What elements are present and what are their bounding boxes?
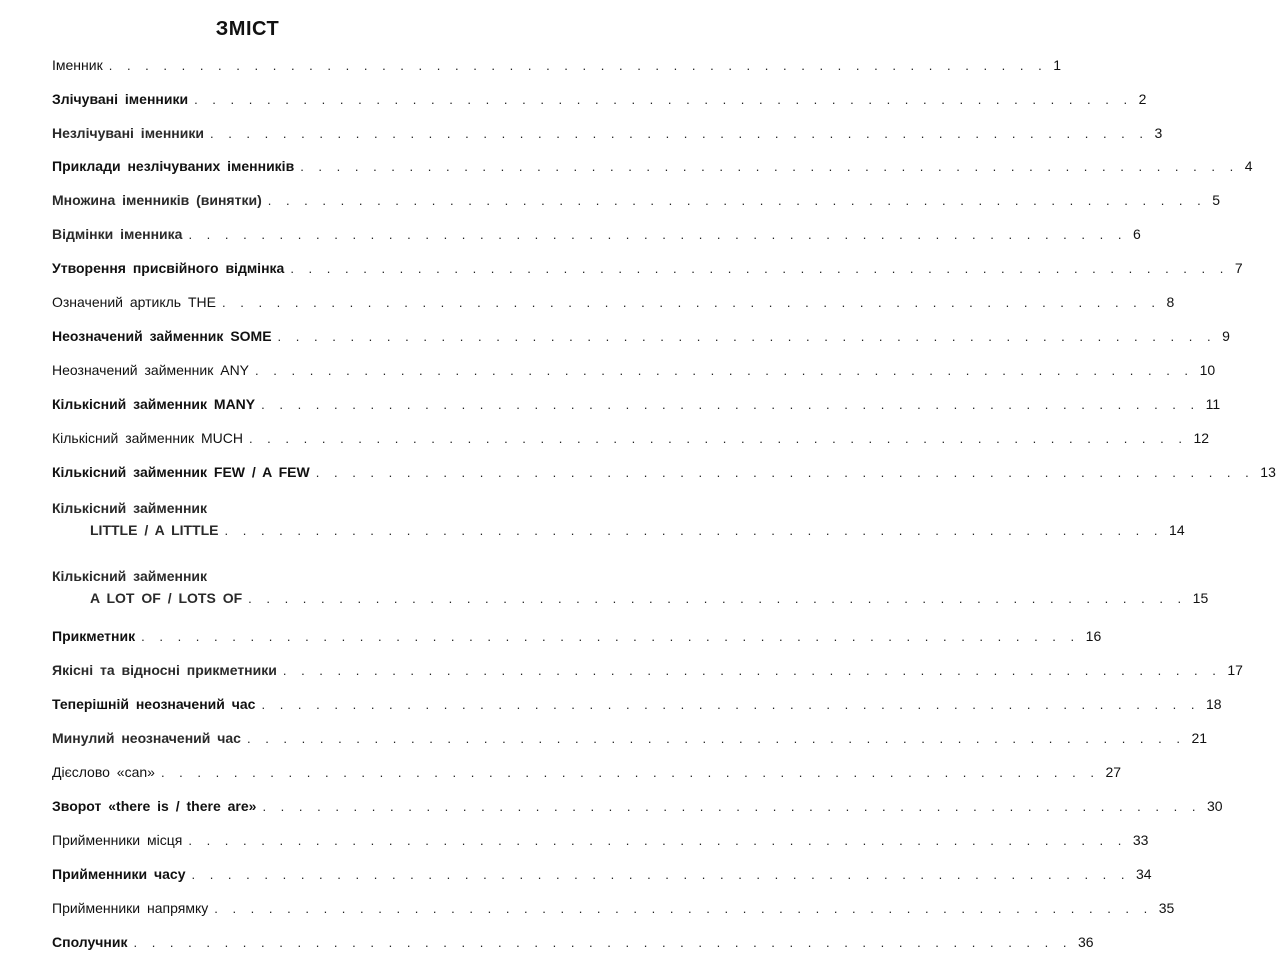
dot-leader: . . . . . . . . . . . . . . . . . . . . . . . . . . . . . . . . . . . . . . . . . . . . . . . . . . . .: [248, 431, 1188, 446]
dot-leader: . . . . . . . . . . . . . . . . . . . . . . . . . . . . . . . . . . . . . . . . . . . . . . . . . . . .: [160, 765, 1100, 780]
toc-page-number: 36: [1078, 934, 1094, 950]
toc-page-number: 35: [1158, 900, 1175, 916]
toc-page-number: 3: [1154, 125, 1163, 141]
toc-entry-line: [52, 830, 1149, 850]
toc-entry-title: Незлічувані іменники: [52, 125, 204, 141]
toc-entry-line: [52, 292, 1175, 312]
toc-entry-title: Прикметник: [52, 628, 136, 644]
dot-leader: . . . . . . . . . . . . . . . . . . . . . . . . . . . . . . . . . . . . . . . . . . . . . . . . . . . .: [300, 159, 1239, 174]
dot-leader: . . . . . . . . . . . . . . . . . . . . . . . . . . . . . . . . . . . . . . . . . . . . . . . . . . . .: [194, 92, 1133, 107]
toc-entry-title: Кількісний займенник MANY: [52, 396, 256, 412]
toc-entry: [52, 864, 1152, 884]
toc-entry-line: [52, 932, 1094, 952]
toc-entry-line: [52, 89, 1147, 109]
toc-entry-line: [52, 796, 1223, 816]
toc-entry-title: Кількісний займенник: [52, 500, 208, 516]
toc-page-number: 2: [1138, 91, 1147, 107]
toc-entry-title: Прийменники часу: [52, 866, 186, 882]
toc-page-number: 1: [1053, 57, 1062, 73]
toc-entry-line: [52, 224, 1141, 244]
toc-entry: [52, 428, 1210, 448]
toc-entry: [52, 626, 1102, 646]
toc-page-number: 10: [1199, 362, 1216, 378]
toc-entry-title: Утворення присвійного відмінка: [52, 260, 285, 276]
toc-entry-line: [52, 762, 1122, 782]
toc-entry-title: LITTLE / A LITTLE: [90, 522, 219, 538]
dot-leader: . . . . . . . . . . . . . . . . . . . . . . . . . . . . . . . . . . . . . . . . . . . . . . . . . . . .: [224, 523, 1164, 538]
toc-entry: [52, 898, 1175, 918]
toc-page-number: 30: [1206, 798, 1223, 814]
dot-leader: . . . . . . . . . . . . . . . . . . . . . . . . . . . . . . . . . . . . . . . . . . . . . . . . . . . .: [261, 397, 1200, 412]
toc-entry: [52, 326, 1230, 346]
toc-entry-title: Неозначений займенник SOME: [52, 328, 272, 344]
toc-page-number: 18: [1206, 696, 1222, 712]
toc-entry-title: Якісні та відносні прикметники: [52, 662, 277, 678]
toc-entry: [52, 498, 1185, 540]
toc-entry-line: [52, 258, 1243, 278]
toc-entry: [52, 224, 1141, 244]
toc-entry-title: Множина іменників (винятки): [52, 192, 262, 208]
toc-entry-title: Іменник: [52, 57, 103, 73]
toc-entry-title: A LOT OF / LOTS OF: [90, 590, 243, 606]
toc-page-number: 21: [1191, 730, 1208, 746]
toc-entry: [52, 55, 1062, 75]
toc-entry-continuation: [52, 588, 1209, 608]
toc-entry: [52, 156, 1253, 176]
dot-leader: . . . . . . . . . . . . . . . . . . . . . . . . . . . . . . . . . . . . . . . . . . . . . . . . . . . .: [108, 58, 1048, 73]
toc-entry: [52, 462, 1276, 482]
toc-entry: [52, 932, 1094, 952]
toc-entry: [52, 694, 1222, 714]
toc-entry-title: Приклади незлічуваних іменників: [52, 158, 295, 174]
toc-entry: [52, 292, 1175, 312]
toc-entry: [52, 830, 1149, 850]
toc-page-number: 5: [1212, 192, 1221, 208]
toc-page-number: 8: [1166, 294, 1175, 310]
toc-page-number: 9: [1222, 328, 1230, 344]
toc-entry-line: [52, 660, 1243, 680]
toc-page-number: 13: [1260, 464, 1276, 480]
dot-leader: . . . . . . . . . . . . . . . . . . . . . . . . . . . . . . . . . . . . . . . . . . . . . . . . . . . .: [133, 935, 1072, 950]
toc-entry: [52, 796, 1223, 816]
toc-entry: [52, 660, 1243, 680]
dot-leader: . . . . . . . . . . . . . . . . . . . . . . . . . . . . . . . . . . . . . . . . . . . . . . . . . . . .: [191, 867, 1131, 882]
toc-entry-title: Злічувані іменники: [52, 91, 189, 107]
toc-entry-line: [52, 898, 1175, 918]
dot-leader: . . . . . . . . . . . . . . . . . . . . . . . . . . . . . . . . . . . . . . . . . . . . . . . . . . . .: [214, 901, 1153, 916]
toc-page-number: 15: [1192, 590, 1209, 606]
dot-leader: . . . . . . . . . . . . . . . . . . . . . . . . . . . . . . . . . . . . . . . . . . . . . . . . . . . .: [315, 465, 1255, 480]
toc-entry-title: Неозначений займенник ANY: [52, 362, 250, 378]
toc-entry-line: [52, 728, 1208, 748]
toc-entry-line: [52, 864, 1152, 884]
toc-entry-line: [52, 566, 442, 586]
toc-page-number: 14: [1169, 522, 1185, 538]
toc-page-number: 4: [1244, 158, 1253, 174]
toc-entry-line: [52, 498, 442, 518]
toc-page-number: 6: [1132, 226, 1141, 242]
dot-leader: . . . . . . . . . . . . . . . . . . . . . . . . . . . . . . . . . . . . . . . . . . . . . . . . . . . .: [222, 295, 1161, 310]
toc-entry-title: Кількісний займенник: [52, 568, 208, 584]
dot-leader: . . . . . . . . . . . . . . . . . . . . . . . . . . . . . . . . . . . . . . . . . . . . . . . . . . . .: [267, 193, 1207, 208]
dot-leader: . . . . . . . . . . . . . . . . . . . . . . . . . . . . . . . . . . . . . . . . . . . . . . . . . . . .: [277, 329, 1217, 344]
page-title: ЗМІСТ: [215, 18, 280, 40]
toc-entry: [52, 123, 1163, 143]
dot-leader: . . . . . . . . . . . . . . . . . . . . . . . . . . . . . . . . . . . . . . . . . . . . . . . . . . . .: [262, 799, 1201, 814]
toc-entry: [52, 360, 1216, 380]
toc-entry-line: [52, 462, 1276, 482]
toc-page-number: 33: [1132, 832, 1149, 848]
toc-entry-continuation: [52, 520, 1185, 540]
toc-entry-line: [52, 190, 1221, 210]
toc-entry-line: [52, 360, 1216, 380]
toc-page-number: 17: [1227, 662, 1243, 678]
toc-entry-title: Зворот «there is / there are»: [52, 798, 257, 814]
toc-entry-title: Означений артикль THE: [52, 294, 216, 310]
toc-entry-title: Кількісний займенник FEW / A FEW: [52, 464, 310, 480]
toc-entry: [52, 89, 1147, 109]
toc-entry-title: Прийменники місця: [52, 832, 183, 848]
toc-entry: [52, 728, 1208, 748]
toc-entry-line: [52, 123, 1163, 143]
toc-page-number: 16: [1085, 628, 1102, 644]
toc-page-number: 27: [1105, 764, 1122, 780]
dot-leader: . . . . . . . . . . . . . . . . . . . . . . . . . . . . . . . . . . . . . . . . . . . . . . . . . . . .: [188, 833, 1127, 848]
dot-leader: . . . . . . . . . . . . . . . . . . . . . . . . . . . . . . . . . . . . . . . . . . . . . . . . . . . .: [246, 731, 1186, 746]
dot-leader: . . . . . . . . . . . . . . . . . . . . . . . . . . . . . . . . . . . . . . . . . . . . . . . . . . . .: [282, 663, 1222, 678]
toc-entry-title: Теперішній неозначений час: [52, 696, 256, 712]
toc-entry: [52, 258, 1243, 278]
toc-entry-title: Кількісний займенник MUCH: [52, 430, 243, 446]
toc-entry-line: [52, 326, 1230, 346]
toc-entry: [52, 566, 1209, 608]
dot-leader: . . . . . . . . . . . . . . . . . . . . . . . . . . . . . . . . . . . . . . . . . . . . . . . . . . . .: [209, 126, 1149, 141]
toc-entry-title: Відмінки іменника: [52, 226, 183, 242]
toc-entry: [52, 190, 1221, 210]
toc-entry-line: [52, 156, 1253, 176]
toc-entry-line: [52, 626, 1102, 646]
toc-entry: [52, 762, 1122, 782]
toc-page-number: 11: [1205, 396, 1221, 412]
dot-leader: . . . . . . . . . . . . . . . . . . . . . . . . . . . . . . . . . . . . . . . . . . . . . . . . . . . .: [188, 227, 1127, 242]
toc-entry-title: Дієслово «can»: [52, 764, 155, 780]
toc-entry-line: [52, 55, 1062, 75]
dot-leader: . . . . . . . . . . . . . . . . . . . . . . . . . . . . . . . . . . . . . . . . . . . . . . . . . . . .: [261, 697, 1201, 712]
toc-entry-line: [52, 428, 1210, 448]
toc-entry-title: Минулий неозначений час: [52, 730, 241, 746]
toc-page-number: 34: [1136, 866, 1152, 882]
toc-entry-title: Прийменники напрямку: [52, 900, 209, 916]
toc-entry-line: [52, 394, 1221, 414]
dot-leader: . . . . . . . . . . . . . . . . . . . . . . . . . . . . . . . . . . . . . . . . . . . . . . . . . . . .: [255, 363, 1194, 378]
toc-page-number: 12: [1193, 430, 1210, 446]
toc-entry-line: [52, 694, 1222, 714]
dot-leader: . . . . . . . . . . . . . . . . . . . . . . . . . . . . . . . . . . . . . . . . . . . . . . . . . . . .: [141, 629, 1080, 644]
toc-page-number: 7: [1234, 260, 1243, 276]
toc-entry-title: Сполучник: [52, 934, 128, 950]
dot-leader: . . . . . . . . . . . . . . . . . . . . . . . . . . . . . . . . . . . . . . . . . . . . . . . . . . . .: [290, 261, 1229, 276]
toc-entry: [52, 394, 1221, 414]
dot-leader: . . . . . . . . . . . . . . . . . . . . . . . . . . . . . . . . . . . . . . . . . . . . . . . . . . . .: [248, 591, 1187, 606]
